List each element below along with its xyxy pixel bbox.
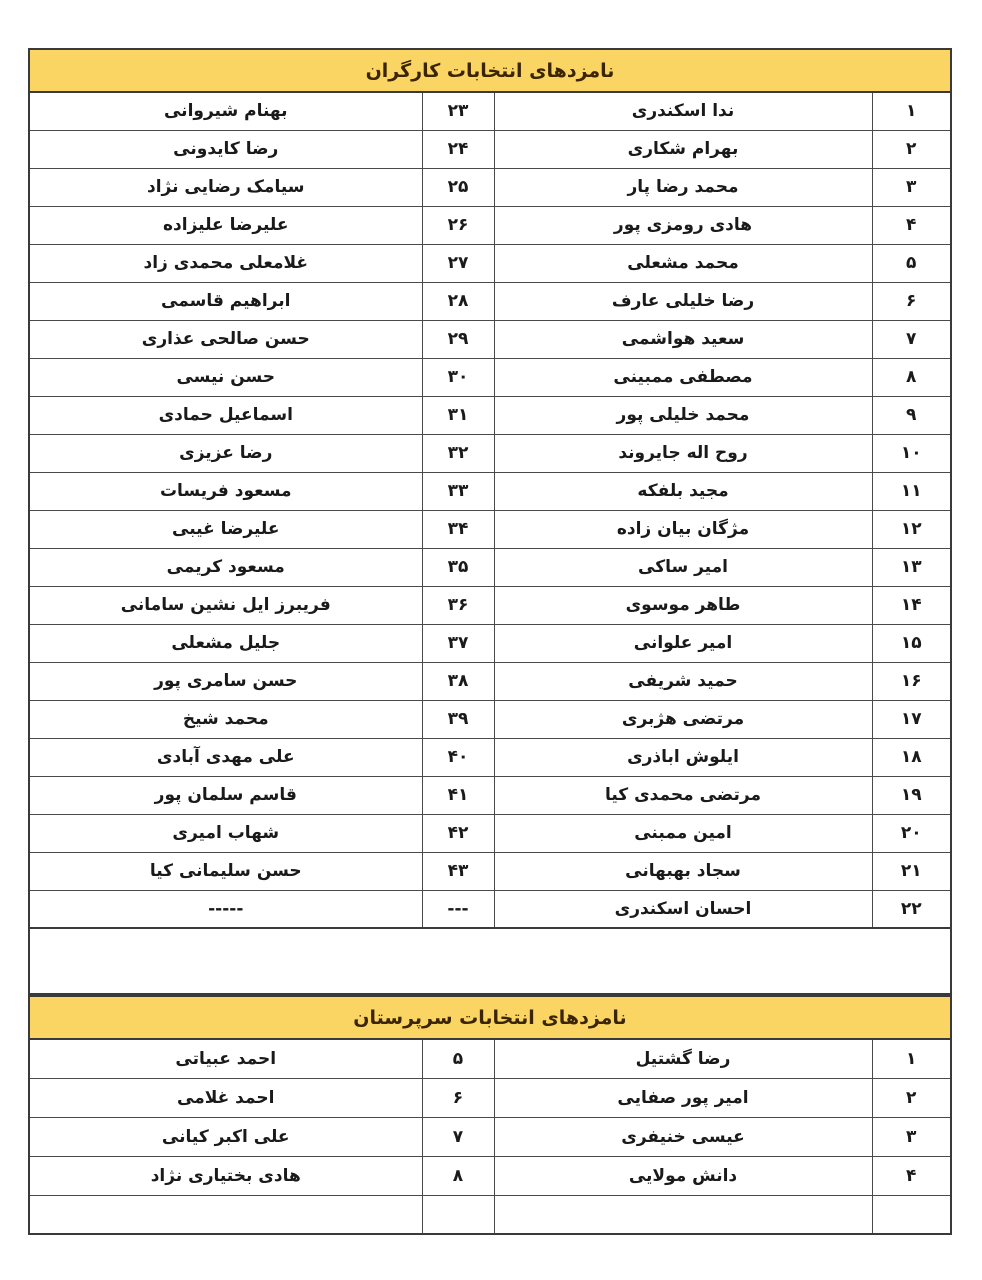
candidate-number-cell: ۱۱ [872,472,951,510]
candidate-name-cell: عیسی خنیفری [494,1117,872,1156]
candidate-number-cell: ۱۶ [872,662,951,700]
candidate-row [29,852,951,890]
candidate-name-cell: مجید بلفکه [494,472,872,510]
candidate-row [29,510,951,548]
candidate-row [29,624,951,662]
candidate-number-cell: ۱۸ [872,738,951,776]
candidate-name-cell: طاهر موسوی [494,586,872,624]
candidate-number-cell: ۲ [872,1078,951,1117]
candidate-name-cell: ایلوش اباذری [494,738,872,776]
candidate-name-cell: علیرضا غیبی [29,510,422,548]
candidate-number-cell: ۱۰ [872,434,951,472]
candidate-number-cell: ۳۵ [422,548,494,586]
candidate-number-cell: ۷ [872,320,951,358]
candidate-row [29,776,951,814]
candidate-name-cell: اسماعیل حمادی [29,396,422,434]
candidate-number-cell: ۷ [422,1117,494,1156]
candidate-number-cell [422,1195,494,1234]
candidate-name-cell: امیر ساکی [494,548,872,586]
candidate-row [29,472,951,510]
candidate-name-cell: سجاد بهبهانی [494,852,872,890]
candidate-name-cell: محمد رضا پار [494,168,872,206]
candidate-name-cell: هادی بختیاری نژاد [29,1156,422,1195]
candidate-name-cell: بهرام شکاری [494,130,872,168]
candidate-number-cell: ۴۰ [422,738,494,776]
candidate-name-cell: قاسم سلمان پور [29,776,422,814]
candidate-row [29,700,951,738]
candidate-name-cell: حسن صالحی عذاری [29,320,422,358]
workers-table-title: نامزدهای انتخابات کارگران [29,49,951,92]
candidate-name-cell: احمد عبیاتی [29,1039,422,1078]
candidate-number-cell: ۶ [422,1078,494,1117]
candidate-number-cell: ۴۲ [422,814,494,852]
candidate-name-cell: امیر پور صفایی [494,1078,872,1117]
candidate-name-cell: مرتضی هژبری [494,700,872,738]
candidate-number-cell: ۳۱ [422,396,494,434]
candidate-number-cell: ۳۳ [422,472,494,510]
candidate-name-cell: شهاب امیری [29,814,422,852]
candidate-name-cell: رضا خلیلی عارف [494,282,872,320]
candidate-name-cell: جلیل مشعلی [29,624,422,662]
candidate-name-cell: روح اله جایروند [494,434,872,472]
candidate-number-cell: ۱۴ [872,586,951,624]
workers-table-header-row [29,49,951,92]
candidate-number-cell: ۴۱ [422,776,494,814]
candidate-row [29,814,951,852]
candidate-row [29,1078,951,1117]
candidate-row [29,1039,951,1078]
candidate-row [29,244,951,282]
candidate-number-cell: ۹ [872,396,951,434]
candidate-name-cell: علی مهدی آبادی [29,738,422,776]
candidate-name-cell: سیامک رضایی نژاد [29,168,422,206]
candidate-name-cell: ابراهیم قاسمی [29,282,422,320]
candidate-name-cell: مرتضی محمدی کیا [494,776,872,814]
candidate-number-cell [872,1195,951,1234]
candidate-number-cell: ۳۶ [422,586,494,624]
candidate-number-cell: ۳۸ [422,662,494,700]
candidate-number-cell: ۴۳ [422,852,494,890]
candidate-number-cell: ۴ [872,206,951,244]
candidate-number-cell: ۵ [872,244,951,282]
candidate-number-cell: ۱۳ [872,548,951,586]
candidate-name-cell: مسعود فریسات [29,472,422,510]
candidate-name-cell: فریبرز ایل نشین سامانی [29,586,422,624]
candidate-number-cell: ۲۹ [422,320,494,358]
candidate-row [29,738,951,776]
candidate-number-cell: ۸ [872,358,951,396]
workers-candidates-table [28,48,952,995]
candidate-number-cell: ۳۴ [422,510,494,548]
candidate-row [29,434,951,472]
supervisors-table-header-row [29,996,951,1039]
candidate-number-cell: ۱۵ [872,624,951,662]
candidate-name-cell: احمد غلامی [29,1078,422,1117]
candidate-row [29,358,951,396]
supervisors-candidates-table [28,995,952,1235]
candidate-name-cell: رضا گشتیل [494,1039,872,1078]
candidate-number-cell: ۳۰ [422,358,494,396]
candidate-name-cell: محمد شیخ [29,700,422,738]
candidate-name-cell: محمد خلیلی پور [494,396,872,434]
candidate-row [29,168,951,206]
candidate-row [29,548,951,586]
candidate-name-cell: سعید هواشمی [494,320,872,358]
candidate-row [29,282,951,320]
candidate-number-cell: ۲۰ [872,814,951,852]
candidate-name-cell: ندا اسکندری [494,92,872,130]
candidate-number-cell: ۲۵ [422,168,494,206]
candidate-number-cell: ۵ [422,1039,494,1078]
candidate-row [29,1156,951,1195]
candidate-number-cell: ۶ [872,282,951,320]
candidate-name-cell: بهنام شیروانی [29,92,422,130]
candidate-row [29,130,951,168]
candidate-number-cell: ۲ [872,130,951,168]
candidate-number-cell: ۲۲ [872,890,951,928]
candidate-number-cell: ۲۸ [422,282,494,320]
candidate-number-cell: ۳ [872,168,951,206]
candidate-name-cell: مسعود کریمی [29,548,422,586]
candidate-name-cell [494,1195,872,1234]
candidate-number-cell: ۳۲ [422,434,494,472]
candidate-name-cell: حسن سامری پور [29,662,422,700]
candidate-number-cell: ۲۱ [872,852,951,890]
candidate-number-cell: ۱۷ [872,700,951,738]
candidate-name-cell: محمد مشعلی [494,244,872,282]
candidate-number-cell: ۲۷ [422,244,494,282]
candidate-number-cell: --- [422,890,494,928]
candidate-name-cell: رضا عزیزی [29,434,422,472]
candidate-number-cell: ۴ [872,1156,951,1195]
candidate-row [29,890,951,928]
empty-spacer-row [29,928,951,994]
candidate-name-cell: دانش مولایی [494,1156,872,1195]
candidate-row [29,1117,951,1156]
candidate-name-cell: هادی رومزی پور [494,206,872,244]
candidate-row [29,92,951,130]
candidate-row [29,396,951,434]
candidate-number-cell: ۳۷ [422,624,494,662]
candidate-name-cell: غلامعلی محمدی زاد [29,244,422,282]
candidate-row [29,586,951,624]
candidate-number-cell: ۱ [872,92,951,130]
candidate-name-cell: مصطفی ممبینی [494,358,872,396]
candidate-name-cell: علیرضا علیزاده [29,206,422,244]
candidate-name-cell [29,1195,422,1234]
supervisors-table-body [29,1039,951,1234]
candidate-number-cell: ۲۶ [422,206,494,244]
candidate-row [29,206,951,244]
candidate-number-cell: ۳ [872,1117,951,1156]
candidate-name-cell: حسن سلیمانی کیا [29,852,422,890]
candidate-number-cell: ۲۳ [422,92,494,130]
candidate-name-cell: مژگان بیان زاده [494,510,872,548]
candidate-name-cell: رضا کایدونی [29,130,422,168]
candidate-number-cell: ۱ [872,1039,951,1078]
supervisors-table-title: نامزدهای انتخابات سرپرستان [29,996,951,1039]
candidate-name-cell: احسان اسکندری [494,890,872,928]
candidate-row [29,662,951,700]
candidate-name-cell: ----- [29,890,422,928]
candidate-name-cell: امین ممبنی [494,814,872,852]
empty-spacer-cell [29,928,951,994]
candidate-number-cell: ۳۹ [422,700,494,738]
tables-container [30,48,952,1235]
candidate-name-cell: امیر علوانی [494,624,872,662]
candidate-name-cell: علی اکبر کیانی [29,1117,422,1156]
candidate-number-cell: ۲۴ [422,130,494,168]
candidate-number-cell: ۱۹ [872,776,951,814]
candidate-row [29,320,951,358]
candidate-name-cell: حمید شریفی [494,662,872,700]
workers-table-body [29,92,951,994]
candidate-row [29,1195,951,1234]
candidate-number-cell: ۱۲ [872,510,951,548]
candidate-number-cell: ۸ [422,1156,494,1195]
candidate-name-cell: حسن نیسی [29,358,422,396]
